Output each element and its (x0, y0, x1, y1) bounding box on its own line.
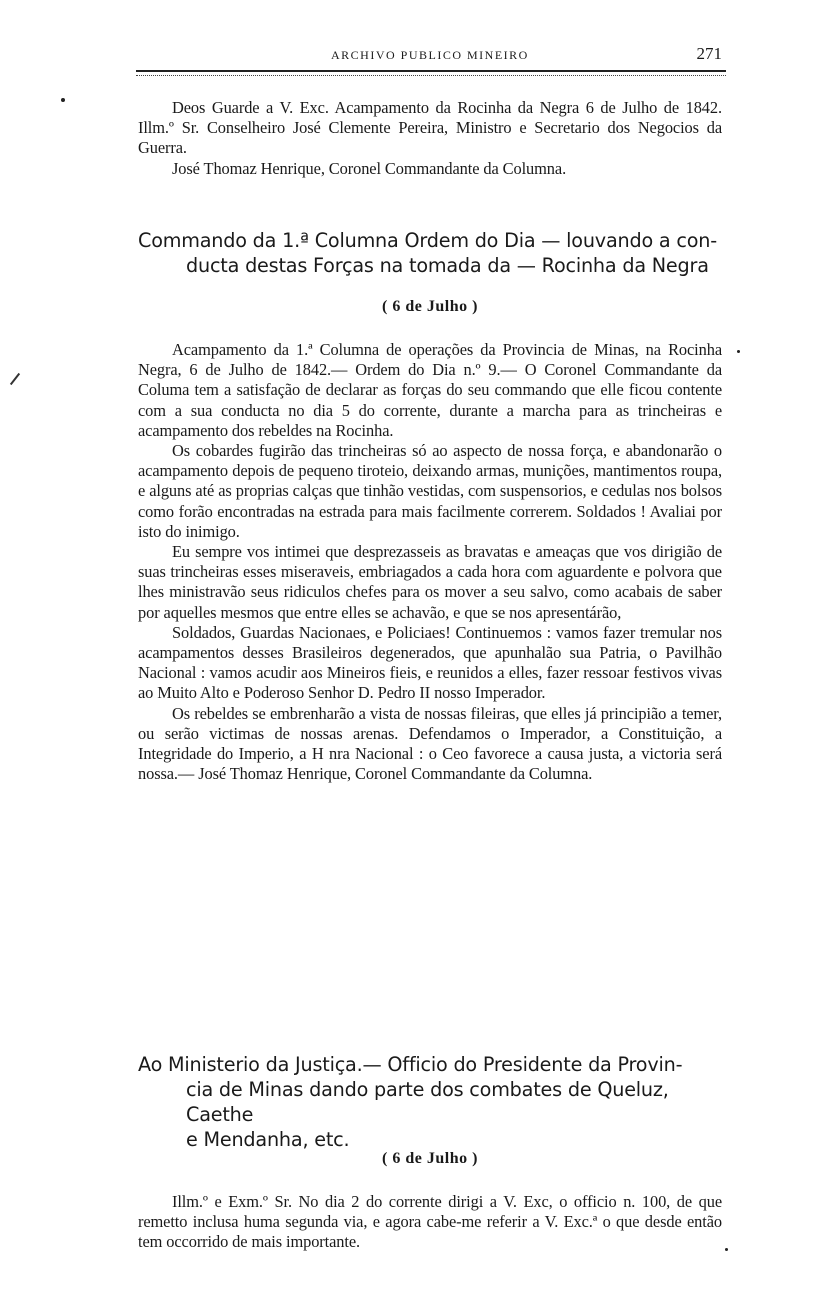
running-title: ARCHIVO PUBLICO MINEIRO (331, 48, 529, 62)
order-of-day-heading (138, 228, 722, 278)
heading-line: e Mendanha, etc. (186, 1128, 350, 1151)
heading-line: Commando da 1.ª Columna Ordem do Dia — louvando a con- (138, 229, 717, 252)
closing-paragraph: Deos Guarde a V. Exc. Acampamento da Rocinha da Negra 6 de Julho de 1842. Illm.º Sr. Conselheiro José Clemente Pereira, Ministro e Secretario dos Negocios da Guerra. (138, 98, 722, 158)
heading-line: ducta destas Forças na tomada da — Rocinha da Negra (186, 254, 709, 277)
body-paragraph: Os rebeldes se embrenharão a vista de nossas fileiras, que elles já principião a temer, ou serão victimas de nossas arenas. Defendamos o Imperador, a Constituição, a Integridade do Imperio, a H nra Nacional : o Ceo favorece a causa justa, a victoria será nossa.— José Thomaz Henrique, Coronel Commandante da Columna. (138, 703, 722, 784)
closing-signature: José Thomaz Henrique, Coronel Commandante da Columna. (172, 158, 567, 178)
running-header (136, 44, 726, 68)
body-paragraph: Illm.º e Exm.º Sr. No dia 2 do corrente dirigi a V. Exc, o officio n. 100, de que remetto inclusa huma segunda via, e agora cabe-me referir a V. Exc.ª o que desde então tem occorrido de mais importante. (138, 1192, 722, 1252)
page-number: 271 (696, 44, 722, 63)
heading-line: cia de Minas dando parte dos combates de Queluz, Caethe (186, 1078, 669, 1126)
section-heading (138, 228, 722, 278)
dateline: ( 6 de Julho ) (382, 298, 478, 315)
body-paragraph: Soldados, Guardas Nacionaes, e Policiaes! Continuemos : vamos fazer tremular nos acampamentos desses Brasileiros degenerados, que apunhalão sua Patria, o Pavilhão Nacional : vamos acudir aos Mineiros fieis, e reunidos a elles, fazer ressoar festivos vivas ao Muito Alto e Poderoso Senhor D. Pedro II nosso Imperador. (138, 622, 722, 703)
heading-line: Ao Ministerio da Justiça.— Officio do Presidente da Provin- (138, 1053, 683, 1076)
ministry-date (138, 1150, 722, 1168)
ministry-body (138, 1192, 722, 1253)
body-paragraph: Acampamento da 1.ª Columna de operações da Provincia de Minas, na Rocinha Negra, 6 de Julho de 1842.— Ordem do Dia n.º 9.— O Coronel Commandante da Columa tem a satisfação de declarar as forças do seu commando que elle ficou contente com a sua conducta no dia 5 do corrente, durante a marcha para as trincheiras e acampamento dos rebeldes na Rocinha. (138, 340, 722, 440)
previous-letter-closing (138, 98, 722, 179)
body-paragraph: Os cobardes fugirão das trincheiras só ao aspecto de nossa força, e abandonarão o acampamento depois de pequeno tiroteio, deixando armas, munições, mantimentos roupa, e alguns até as proprias calças que tinhão vestidas, com suspensorios, e cedulas nos bolsos como forão encontradas na estrada para mais facilmente correrem. Soldados ! Avaliai por isto do inimigo. (138, 441, 722, 541)
header-rule (136, 70, 726, 76)
ministry-heading (138, 1052, 722, 1152)
order-of-day-body (138, 340, 722, 784)
order-of-day-date (138, 298, 722, 316)
margin-mark (10, 373, 20, 385)
body-paragraph: Eu sempre vos intimei que desprezasseis as bravatas e ameaças que vos dirigião de suas trincheiras esses miseraveis, embriagados a cada hora com aguardente e polvora que lhes ministravão seus ridiculos chefes para os mover a seu salvo, como acabais de saber por aquelles mesmos que entre elles se achavão, e que se nos apresentárão, (138, 542, 722, 622)
section-heading (138, 1052, 722, 1152)
dateline: ( 6 de Julho ) (382, 1150, 478, 1167)
